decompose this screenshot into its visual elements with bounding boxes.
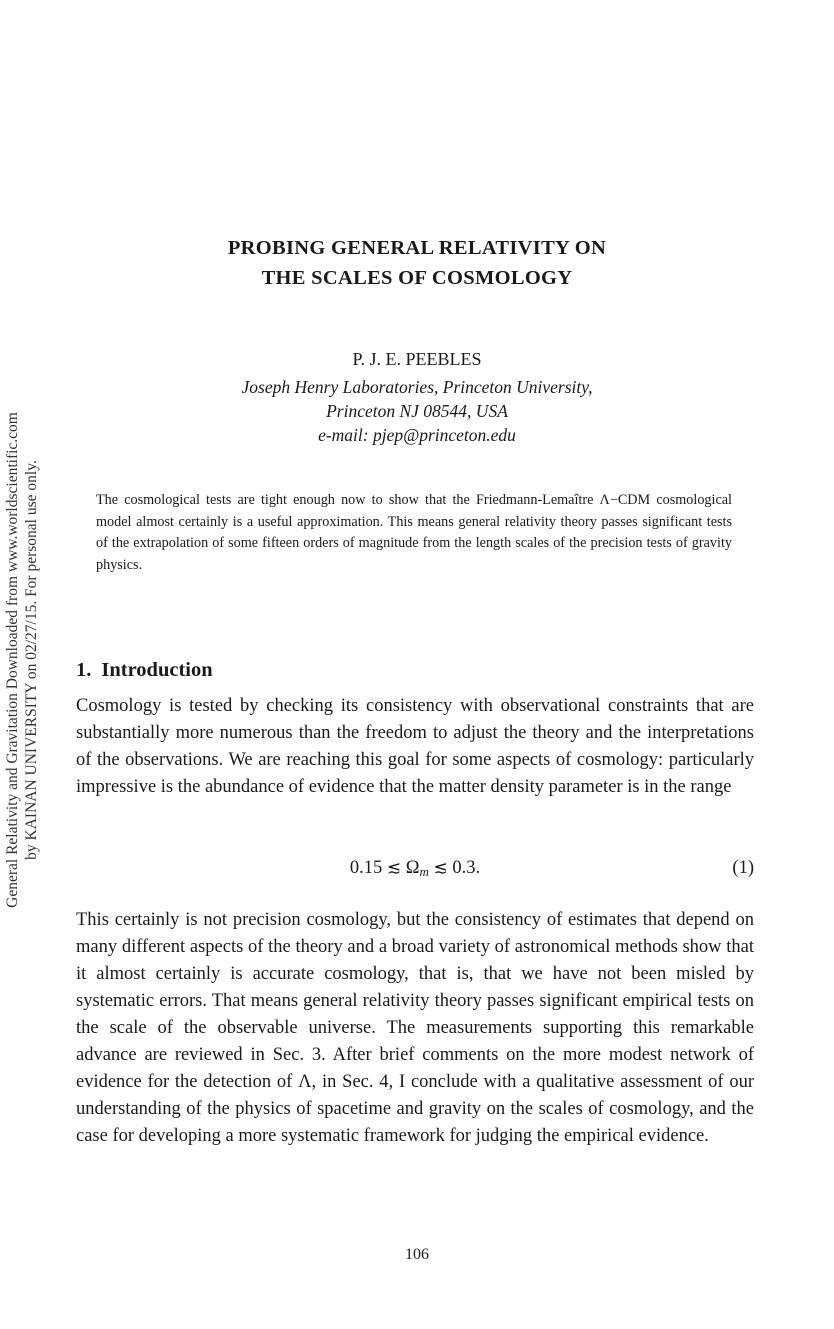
author-name: P. J. E. PEEBLES [352,349,482,369]
equation-relation-right: ≲ [433,858,448,878]
section-heading [76,656,213,684]
paper-title-line-2: THE SCALES OF COSMOLOGY [261,267,573,289]
section-title: Introduction [101,659,213,681]
author-affiliation [0,375,834,447]
equation-lower-bound: 0.15 [349,858,383,878]
author-email: e-mail: pjep@princeton.edu [318,425,516,445]
affiliation-line-2: Princeton NJ 08544, USA [326,401,508,421]
download-notice-line-1: General Relativity and Gravitation Downloaded from www.worldscientific.com [4,412,21,908]
equation-number: (1) [732,858,754,878]
equation-body [76,855,754,885]
equation-subscript: m [419,864,429,879]
equation-symbol: Ω [405,858,420,878]
paper-title [0,233,834,293]
page-number: 106 [405,1246,429,1263]
equation-upper-bound: 0.3. [452,858,481,878]
intro-paragraph-2: This certainly is not precision cosmology, but the consistency of estimates that depend on many different aspects of the theory and a broad variety of astronomical methods show that it almost certainly is accurate cosmology, that is, that we have not been misled by systematic errors. That means general relativity theory passes significant empirical tests on the scale of the observable universe. The measurements supporting this remarkable advance are reviewed in Sec. 3. After brief comments on the more modest network of evidence for the detection of Λ, in Sec. 4, I conclude with a qualitative assessment of our understanding of the physics of spacetime and gravity on the scales of cosmology, and the case for developing a more systematic framework for judging the empirical evidence. [76,910,754,1146]
section-number: 1. [76,659,92,681]
abstract: The cosmological tests are tight enough now to show that the Friedmann-Lemaître Λ−CDM cosmological model almost certainly is a useful approximation. This means general relativity theory passes significant tests of the extrapolation of some fifteen orders of magnitude from the length scales of the precision tests of gravity physics. [96,492,732,573]
intro-paragraph-1: Cosmology is tested by checking its consistency with observational constraints that are substantially more numerous than the freedom to adjust the theory and the interpretations of the observations. We are reaching this goal for some aspects of cosmology: particularly impressive is the abundance of evidence that the matter density parameter is in the range [76,696,754,797]
download-notice-line-2: by KAINAN UNIVERSITY on 02/27/15. For personal use only. [23,460,40,860]
affiliation-line-1: Joseph Henry Laboratories, Princeton University, [241,377,593,397]
equation-relation-left: ≲ [386,858,402,878]
paper-title-line-1: PROBING GENERAL RELATIVITY ON [227,237,607,259]
